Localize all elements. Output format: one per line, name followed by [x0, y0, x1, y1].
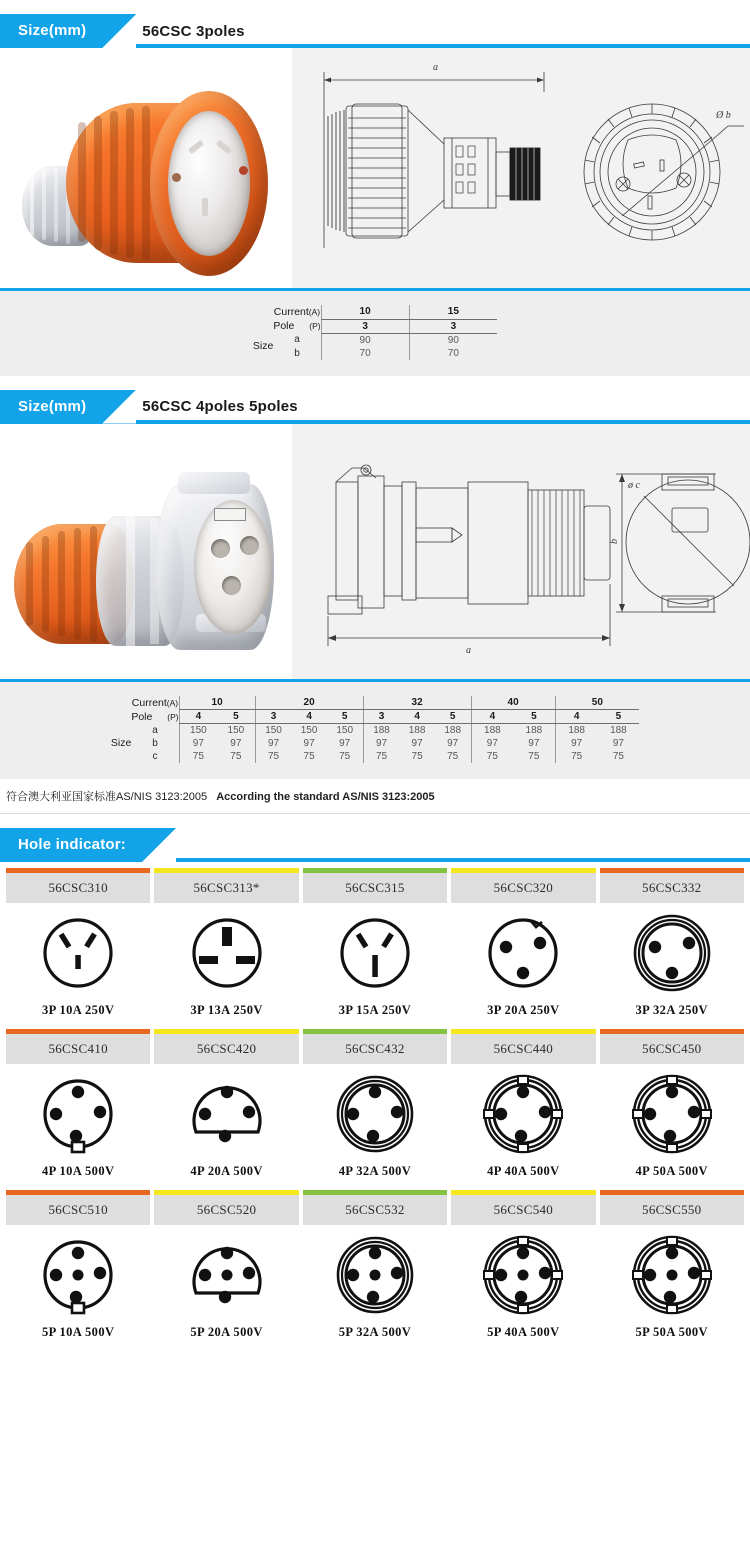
pole-value: 3 [378, 711, 385, 722]
current-value: 32 [411, 696, 423, 708]
model-code-label: 56CSC420 [196, 1040, 257, 1056]
current-value: 20 [303, 696, 315, 708]
current-value: 50 [591, 696, 603, 708]
size-value: 97 [255, 737, 291, 750]
category-color-bar [303, 1190, 447, 1195]
model-code-label: 56CSC315 [345, 879, 405, 895]
pole-label-2: Pole [131, 710, 153, 723]
section-title-bar-1 [136, 14, 750, 48]
size-value: 75 [612, 751, 624, 762]
socket-diagram [600, 903, 744, 1003]
table-row-current [111, 696, 639, 710]
model-code-chip[interactable] [303, 1029, 447, 1064]
size-value: 188 [408, 725, 426, 736]
category-color-bar [6, 1029, 150, 1034]
size-value: 188 [610, 725, 627, 736]
socket-diagram [6, 903, 150, 1003]
model-code-chip[interactable] [6, 1190, 150, 1225]
model-code-chip[interactable] [6, 1029, 150, 1064]
hole-indicator-cell[interactable] [301, 868, 449, 1027]
product-photo-3pole [0, 48, 292, 288]
model-code-label: 56CSC410 [48, 1040, 108, 1056]
pole-value: 4 [306, 711, 312, 722]
pole-value: 5 [341, 711, 348, 722]
technical-drawing-pane-2 [292, 424, 750, 679]
section-tab-slant-1 [102, 14, 136, 48]
section-tab-label-1: Size(mm) [0, 14, 102, 48]
section-header-2 [0, 390, 750, 424]
size-value: 97 [363, 737, 399, 750]
category-color-bar [600, 1029, 744, 1034]
spec-table-4-5pole [111, 696, 639, 764]
size-row-name: a [294, 334, 300, 346]
size-value: 97 [528, 738, 540, 749]
pole-value: 3 [270, 711, 277, 722]
model-code-label: 56CSC540 [493, 1201, 554, 1217]
hole-indicator-tab-slant [142, 828, 176, 862]
spec-table-zone-2 [0, 679, 750, 780]
model-code-label: 56CSC320 [493, 879, 554, 895]
socket-spec-label: 5P 20A 500V [190, 1325, 263, 1339]
hole-indicator-cell[interactable] [152, 868, 300, 1027]
size-value: 97 [447, 738, 459, 749]
hole-indicator-title-bar [176, 828, 750, 862]
hole-indicator-cell[interactable] [301, 1029, 449, 1188]
hole-indicator-row [4, 868, 746, 1027]
size-value: 97 [471, 737, 513, 750]
size-value: 97 [303, 738, 315, 749]
hole-indicator-cell[interactable] [301, 1190, 449, 1349]
table-row-b [253, 347, 497, 360]
category-color-bar [451, 1190, 595, 1195]
current-value: 10 [211, 696, 223, 708]
socket-spec-label: 5P 32A 500V [338, 1325, 412, 1339]
size-value: 150 [300, 725, 318, 736]
model-code-chip[interactable] [303, 868, 447, 903]
pole-value: 3 [362, 320, 368, 332]
current-value: 10 [359, 306, 371, 318]
size-value: 97 [230, 738, 242, 749]
table-row-a [253, 333, 497, 347]
current-value: 15 [447, 306, 459, 318]
model-code-chip[interactable] [303, 1190, 447, 1225]
model-code-label: 56CSC550 [642, 1201, 702, 1217]
dimension-label-diameter-2: ø c [628, 479, 640, 491]
socket-diagram [600, 1225, 744, 1325]
size-value: 188 [363, 724, 399, 738]
model-code-label: 56CSC332 [642, 879, 702, 895]
category-color-bar [451, 868, 595, 873]
size-value: 75 [303, 751, 315, 762]
size-value: 75 [230, 751, 242, 762]
hole-indicator-tab-label: Hole indicator: [0, 828, 142, 862]
model-code-label: 56CSC432 [345, 1040, 405, 1056]
socket-diagram [303, 1225, 447, 1325]
size-label-1: Size [252, 340, 274, 353]
socket-spec-label: 4P 50A 500V [635, 1164, 708, 1178]
socket-spec-label: 3P 13A 250V [190, 1003, 263, 1017]
socket-spec-label: 4P 20A 500V [190, 1164, 263, 1178]
model-code-label: 56CSC310 [48, 879, 108, 895]
category-color-bar [6, 1190, 150, 1195]
table-row-c [111, 750, 639, 763]
model-code-chip[interactable] [154, 868, 298, 903]
dimension-label-a-1: a [433, 62, 438, 73]
section-tab-slant-2 [102, 390, 136, 424]
socket-spec-label: 3P 20A 250V [487, 1003, 560, 1017]
category-color-bar [303, 868, 447, 873]
table-row-pole [111, 710, 639, 724]
product-block-1 [0, 48, 750, 288]
pole-unit-1: (P) [309, 321, 321, 331]
size-value: 70 [321, 347, 409, 360]
current-unit-2: (A) [166, 697, 179, 708]
size-row-name: b [152, 738, 158, 749]
socket-diagram [451, 1064, 595, 1164]
size-label-2: Size [110, 737, 132, 750]
socket-diagram [451, 903, 595, 1003]
product-photo-pane-1 [0, 48, 292, 288]
size-value: 75 [179, 750, 217, 763]
spec-table-zone-1 [0, 288, 750, 376]
hole-indicator-cell[interactable] [598, 868, 746, 1027]
category-color-bar [600, 868, 744, 873]
socket-spec-label: 5P 50A 500V [635, 1325, 708, 1339]
size-value: 150 [255, 724, 291, 738]
size-value: 150 [336, 725, 354, 736]
size-row-name: c [152, 751, 158, 762]
model-code-chip[interactable] [451, 1190, 595, 1225]
socket-spec-label: 3P 32A 250V [635, 1003, 708, 1017]
pole-value: 4 [573, 711, 580, 722]
hole-indicator-cell[interactable] [152, 1029, 300, 1188]
model-code-label: 56CSC510 [48, 1201, 108, 1217]
hole-indicator-cell[interactable] [598, 1029, 746, 1188]
section-model-2: 56CSC 4poles 5poles [142, 398, 298, 415]
size-value: 75 [528, 751, 540, 762]
technical-drawing-pane-1 [292, 48, 750, 288]
socket-diagram [303, 1064, 447, 1164]
category-color-bar [6, 868, 150, 873]
section-model-1: 56CSC 3poles [142, 22, 245, 40]
size-row-name: a [152, 724, 158, 736]
current-label-1: Current [273, 306, 309, 318]
hole-indicator-cell[interactable] [4, 1029, 152, 1188]
size-value: 188 [525, 725, 543, 736]
socket-spec-label: 4P 10A 500V [41, 1164, 115, 1178]
socket-diagram [154, 1064, 298, 1164]
size-value: 75 [471, 750, 513, 763]
socket-spec-label: 5P 40A 500V [487, 1325, 560, 1339]
category-color-bar [600, 1190, 744, 1195]
size-row-name: b [294, 347, 300, 359]
hole-indicator-cell[interactable] [449, 1190, 597, 1349]
socket-spec-label: 3P 10A 250V [41, 1003, 115, 1017]
pole-value: 5 [233, 711, 239, 722]
section-header-1 [0, 14, 750, 48]
category-color-bar [154, 868, 298, 873]
size-value: 97 [411, 738, 423, 749]
model-code-label: 56CSC532 [345, 1201, 405, 1217]
model-code-label: 56CSC520 [196, 1201, 257, 1217]
size-value: 70 [409, 347, 497, 360]
model-code-chip[interactable] [451, 1029, 595, 1064]
pole-value: 5 [449, 711, 456, 722]
socket-spec-label: 5P 10A 500V [41, 1325, 115, 1339]
product-spec-page [0, 14, 750, 1359]
hole-indicator-cell[interactable] [449, 868, 597, 1027]
category-color-bar [451, 1029, 595, 1034]
socket-spec-label: 4P 32A 500V [338, 1164, 412, 1178]
size-value: 75 [363, 750, 399, 763]
hole-indicator-grid [0, 862, 750, 1359]
pole-value: 3 [450, 320, 457, 332]
model-code-chip[interactable] [451, 868, 595, 903]
pole-unit-2: (P) [167, 711, 179, 722]
hole-indicator-cell[interactable] [4, 1190, 152, 1349]
section-title-bar-2 [136, 390, 750, 424]
current-unit-1: (A) [308, 307, 321, 317]
pole-value: 5 [531, 711, 537, 722]
size-value: 75 [555, 750, 598, 763]
pole-value: 4 [489, 711, 496, 722]
size-value: 75 [255, 750, 291, 763]
standard-note [0, 779, 750, 814]
size-value: 75 [411, 751, 423, 762]
product-block-2 [0, 424, 750, 679]
product-photo-4-5pole [0, 424, 292, 679]
socket-diagram [154, 1225, 298, 1325]
product-photo-pane-2 [0, 424, 292, 679]
model-code-chip[interactable] [154, 1190, 298, 1225]
size-value: 97 [339, 738, 351, 749]
socket-spec-label: 4P 40A 500V [487, 1164, 560, 1178]
size-value: 188 [444, 725, 462, 736]
category-color-bar [154, 1029, 298, 1034]
hole-indicator-row [4, 1029, 746, 1188]
dimension-label-diameter-1: Ø b [716, 110, 731, 121]
size-value: 150 [227, 725, 245, 736]
table-row-pole [253, 319, 497, 333]
socket-diagram [451, 1225, 595, 1325]
model-code-chip[interactable] [6, 868, 150, 903]
size-value: 97 [555, 737, 598, 750]
dimension-label-b-2: b [609, 538, 620, 544]
size-value: 90 [409, 333, 497, 347]
model-code-label: 56CSC450 [642, 1040, 702, 1056]
socket-diagram [154, 903, 298, 1003]
size-value: 188 [555, 724, 598, 738]
current-label-2: Current [131, 696, 167, 709]
model-code-label: 56CSC313* [193, 879, 260, 895]
pole-label-1: Pole [273, 320, 295, 332]
model-code-chip[interactable] [600, 1029, 744, 1064]
model-code-chip[interactable] [600, 868, 744, 903]
size-value: 75 [339, 751, 351, 762]
pole-value: 4 [195, 711, 202, 722]
spec-table-3pole [253, 305, 497, 360]
hole-indicator-cell[interactable] [449, 1029, 597, 1188]
hole-indicator-cell[interactable] [598, 1190, 746, 1349]
size-value: 97 [179, 737, 217, 750]
socket-diagram [6, 1225, 150, 1325]
category-color-bar [303, 1029, 447, 1034]
category-color-bar [154, 1190, 298, 1195]
pole-value: 4 [414, 711, 420, 722]
section-tab-label-2: Size(mm) [0, 390, 102, 424]
socket-diagram [303, 903, 447, 1003]
dimension-label-a-2: a [466, 644, 471, 656]
socket-diagram [6, 1064, 150, 1164]
size-value: 150 [179, 724, 217, 738]
size-value: 75 [447, 751, 459, 762]
size-value: 188 [471, 724, 513, 738]
model-code-chip[interactable] [154, 1029, 298, 1064]
hole-indicator-cell[interactable] [4, 868, 152, 1027]
model-code-chip[interactable] [600, 1190, 744, 1225]
table-row-a [111, 724, 639, 738]
socket-spec-label: 3P 15A 250V [338, 1003, 412, 1017]
pole-value: 5 [615, 711, 622, 722]
current-value: 40 [507, 696, 519, 708]
hole-indicator-header [0, 828, 750, 862]
hole-indicator-row [4, 1190, 746, 1349]
table-row-b [111, 737, 639, 750]
standard-note-en: According the standard AS/NIS 3123:2005 [216, 791, 435, 803]
model-code-label: 56CSC440 [493, 1040, 554, 1056]
technical-drawing-4-5pole [292, 424, 750, 679]
socket-diagram [600, 1064, 744, 1164]
size-value: 90 [321, 333, 409, 347]
hole-indicator-cell[interactable] [152, 1190, 300, 1349]
table-row-current [253, 305, 497, 319]
size-value: 97 [612, 738, 624, 749]
standard-note-cn: 符合澳大利亚国家标准AS/NIS 3123:2005 [6, 791, 208, 803]
technical-drawing-3pole [292, 48, 750, 288]
